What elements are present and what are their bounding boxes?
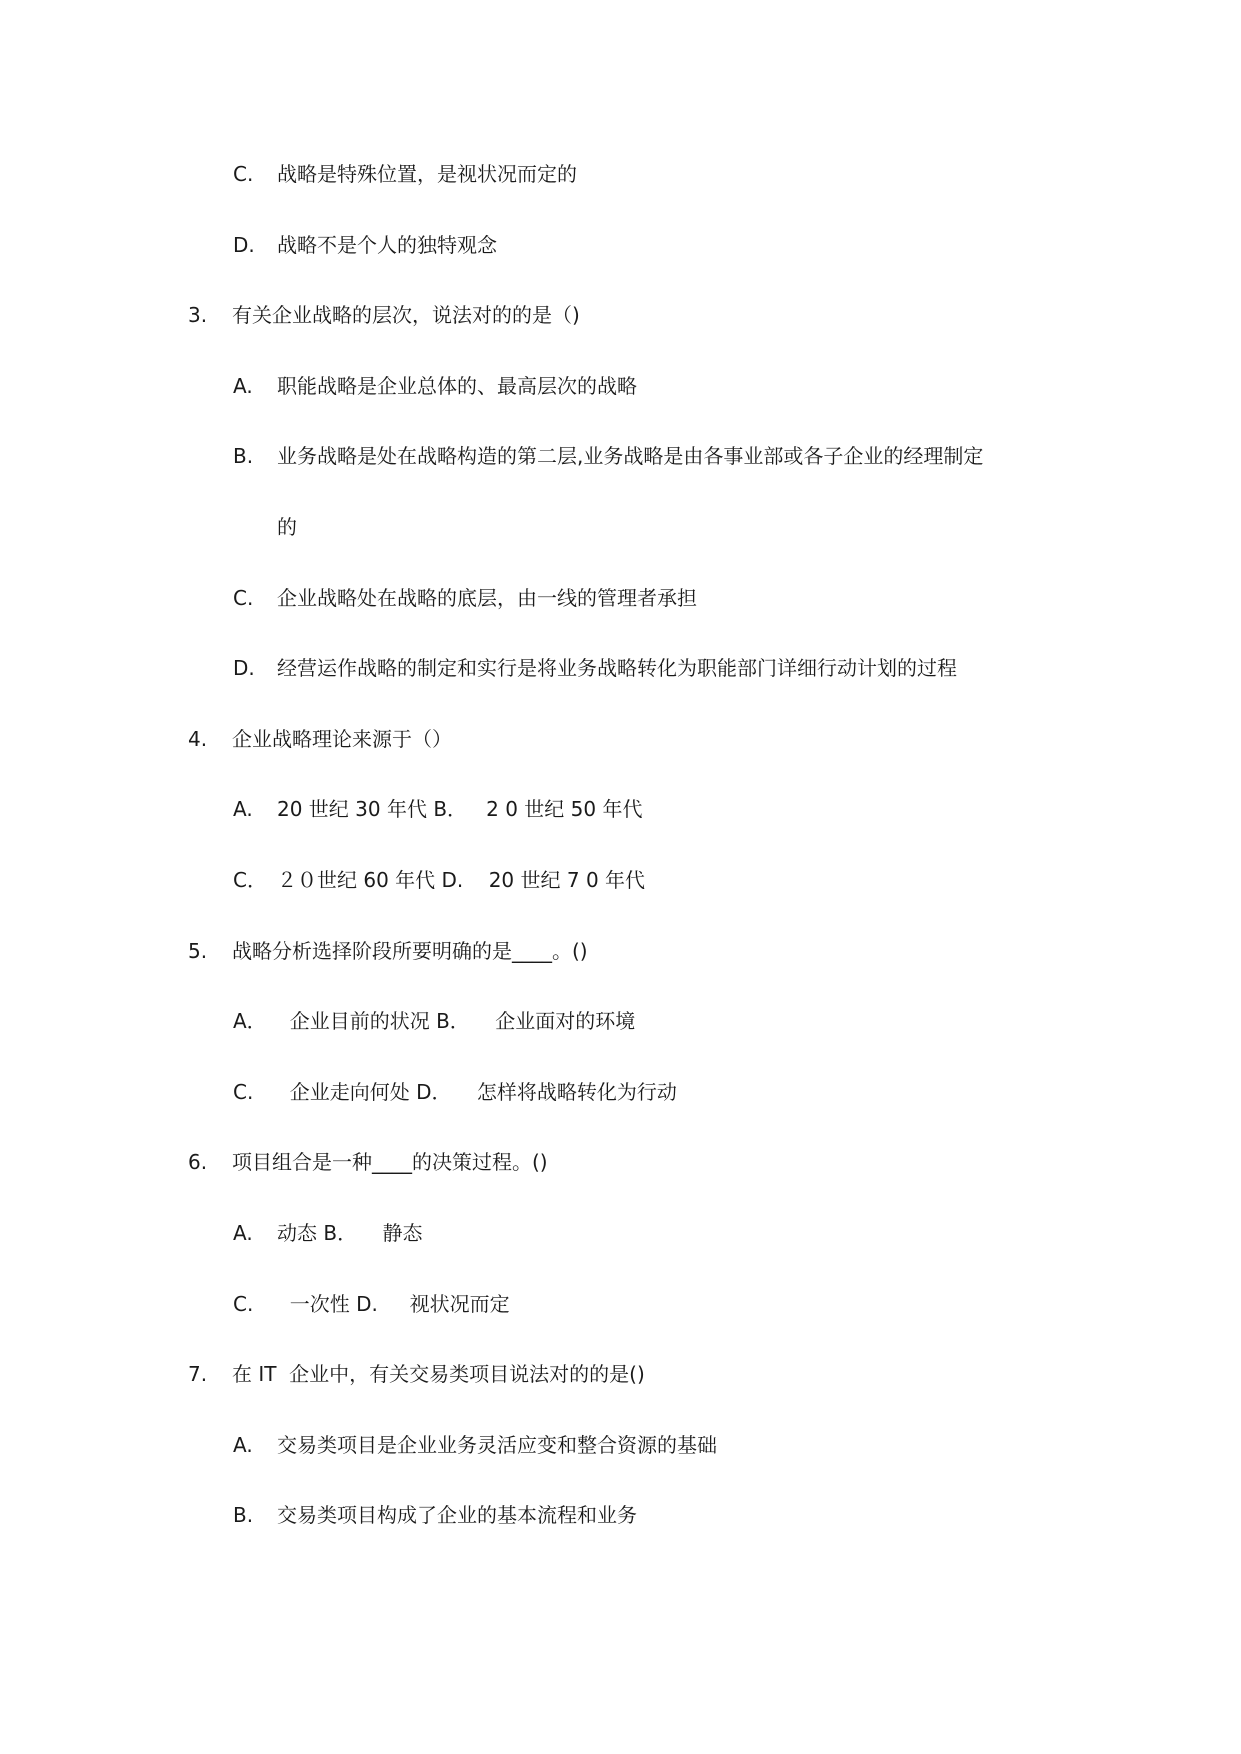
question-text: 企业战略理论来源于（） — [232, 726, 452, 751]
option-label: C. — [233, 585, 254, 610]
option-text: 企业战略处在战略的底层，由一线的管理者承担 — [277, 585, 697, 610]
option-text: 职能战略是企业总体的、最高层次的战略 — [277, 373, 637, 398]
option-label: A. — [233, 373, 253, 398]
option-label: A. — [233, 1221, 253, 1245]
option-label: C. — [233, 1291, 254, 1316]
option-label: A. — [233, 1432, 253, 1457]
option-text: 企业目前的状况 B． 企业面对的环境 — [277, 1009, 636, 1034]
option-label: A. — [233, 797, 253, 822]
option-label: B. — [233, 1503, 254, 1528]
question-number: 6. — [188, 1150, 208, 1175]
question-text: 项目组合是一种____的决策过程。() — [232, 1150, 548, 1175]
question-number: 3. — [188, 303, 208, 328]
option-label: D. — [233, 656, 255, 681]
question-text: 战略分析选择阶段所要明确的是____。() — [232, 938, 588, 963]
option-text: 业务战略是处在战略构造的第二层,业务战略是由各事业部或各子企业的经理制定 — [277, 444, 984, 469]
option-text: 20 世纪 30 年代 B． 2 0 世纪 50 年代 — [277, 797, 643, 822]
option-text: 一次性 D. 视状况而定 — [277, 1291, 510, 1316]
option-text: 交易类项目构成了企业的基本流程和业务 — [277, 1503, 637, 1528]
option-text: 战略是特殊位置，是视状况而定的 — [277, 162, 577, 186]
question-text: 在 IT 企业中，有关交易类项目说法对的的是() — [232, 1362, 645, 1387]
option-text: ２０世纪 60 年代 D. 20 世纪 7 0 年代 — [277, 868, 646, 892]
option-label: C. — [233, 162, 254, 186]
question-number: 5. — [188, 938, 208, 963]
option-text: 企业走向何处 D． 怎样将战略转化为行动 — [277, 1079, 677, 1104]
option-text: 的 — [277, 515, 297, 539]
option-text: 战略不是个人的独特观念 — [277, 232, 497, 257]
question-number: 7. — [188, 1362, 208, 1387]
question-number: 4. — [188, 726, 208, 751]
option-label: B. — [233, 444, 254, 469]
option-text: 交易类项目是企业业务灵活应变和整合资源的基础 — [277, 1432, 717, 1457]
option-label: D. — [233, 232, 255, 257]
option-label: C． — [233, 868, 267, 892]
option-label: C. — [233, 1079, 254, 1104]
question-text: 有关企业战略的层次，说法对的的是（) — [232, 303, 580, 328]
option-text: 动态 B． 静态 — [277, 1221, 423, 1245]
option-label: A． — [233, 1009, 267, 1034]
option-text: 经营运作战略的制定和实行是将业务战略转化为职能部门详细行动计划的过程 — [277, 656, 957, 681]
